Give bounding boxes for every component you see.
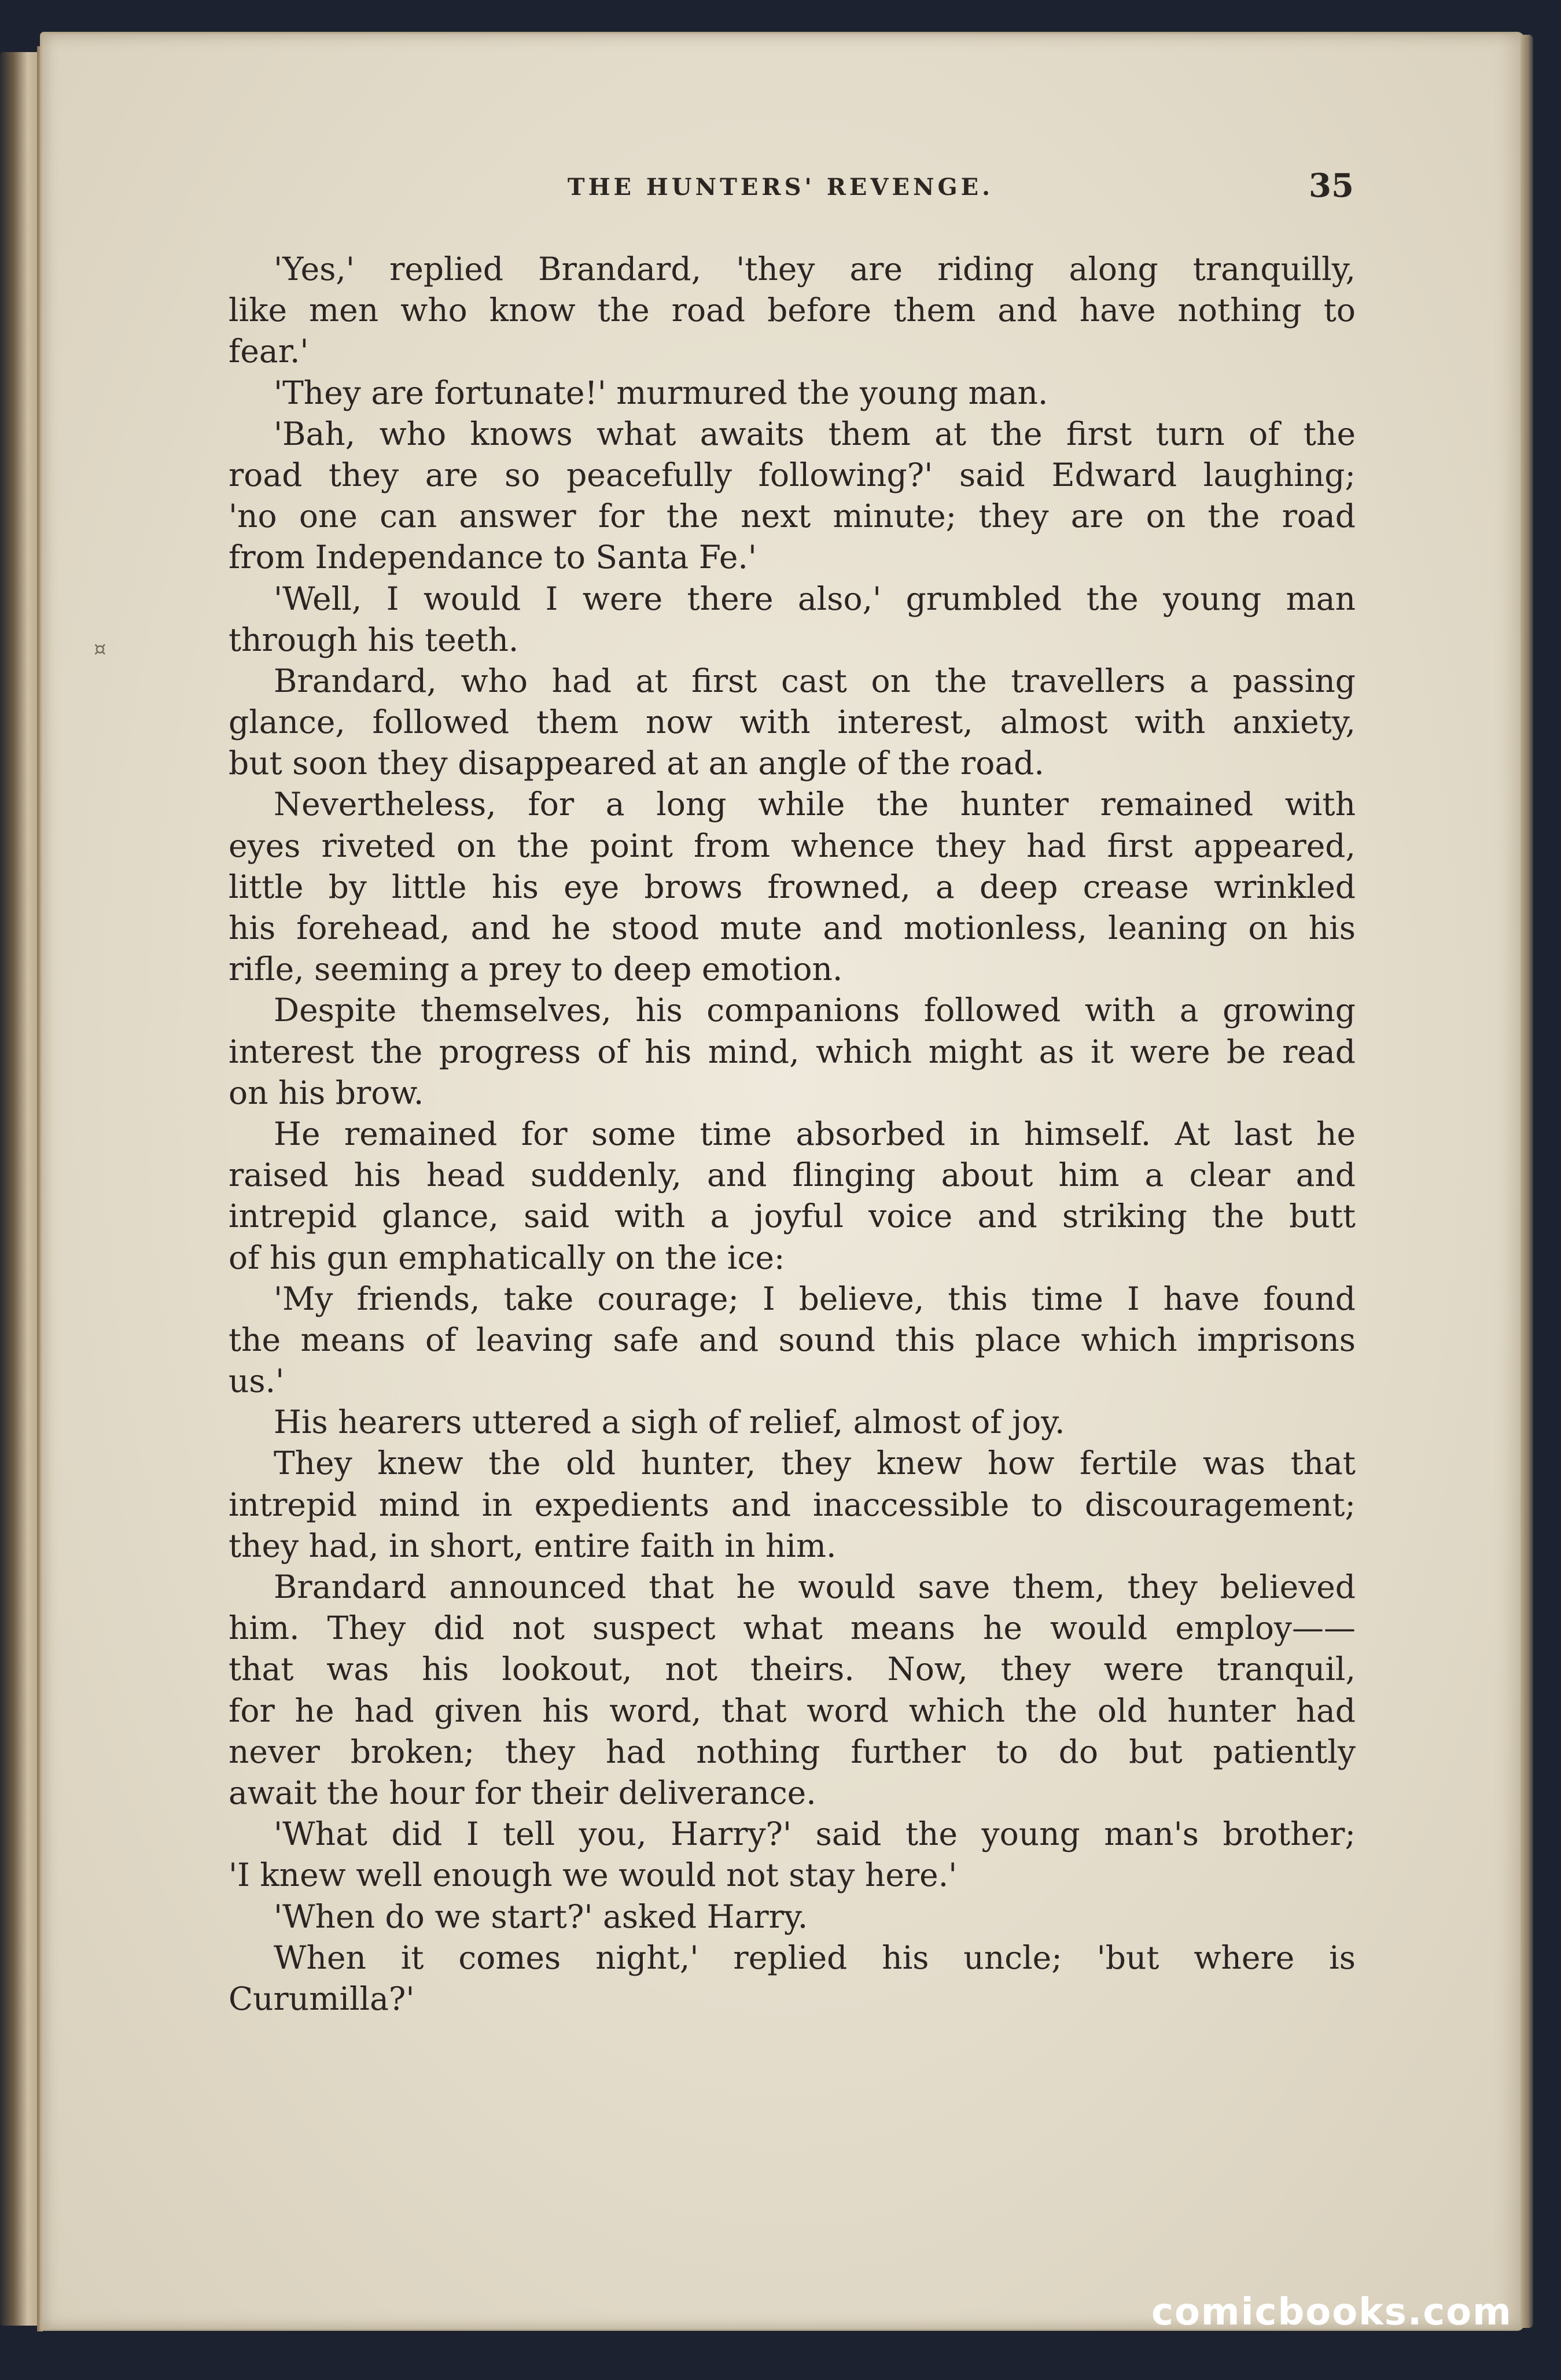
text-line: When it comes night,' replied his uncle; 'but where is	[274, 1939, 1356, 1976]
text-line: 'Bah, who knows what awaits them at the first turn of the	[274, 415, 1356, 452]
text-line: road they are so peacefully following?' said Edward laughing;	[229, 456, 1356, 493]
book-left-edge	[0, 52, 39, 2326]
text-line: 'no one can answer for the next minute; they are on the road	[229, 498, 1356, 535]
text-line: 'I knew well enough we would not stay here.'	[229, 1856, 958, 1894]
text-line: him. They did not suspect what means he would employ——	[229, 1609, 1356, 1647]
text-line: rifle, seeming a prey to deep emotion.	[229, 950, 843, 988]
text-line: interest the progress of his mind, which might as it were be read	[229, 1033, 1356, 1070]
text-line: He remained for some time absorbed in himself. At last he	[274, 1115, 1356, 1152]
text-line: intrepid mind in expedients and inaccessible to discouragement;	[229, 1486, 1356, 1523]
text-line: from Independance to Santa Fe.'	[229, 539, 757, 576]
text-line: Brandard announced that he would save them, they believed	[274, 1568, 1356, 1605]
text-line: us.'	[229, 1362, 285, 1400]
text-line: like men who know the road before them and have nothing to	[229, 292, 1356, 329]
text-line: they had, in short, entire faith in him.	[229, 1527, 837, 1564]
text-line: glance, followed them now with interest, almost with anxiety,	[229, 703, 1356, 741]
text-line: little by little his eye brows frowned, a deep crease wrinkled	[229, 868, 1356, 905]
watermark-text: comicbooks.com	[1151, 2291, 1512, 2334]
margin-mark: ¤	[94, 638, 106, 661]
text-line: the means of leaving safe and sound this place which imprisons	[229, 1321, 1356, 1358]
text-line: fear.'	[229, 333, 309, 370]
text-line: that was his lookout, not theirs. Now, they were tranquil,	[229, 1650, 1356, 1688]
text-line: Curumilla?'	[229, 1980, 415, 2017]
text-line: raised his head suddenly, and flinging about him a clear and	[229, 1156, 1356, 1194]
text-line: 'When do we start?' asked Harry.	[274, 1898, 808, 1935]
text-line: for he had given his word, that word which the old hunter had	[229, 1692, 1356, 1729]
text-line: never broken; they had nothing further to do but patiently	[229, 1733, 1356, 1770]
text-line: 'Well, I would I were there also,' grumbled the young man	[274, 580, 1356, 617]
running-head: THE HUNTERS' REVENGE.	[567, 174, 994, 201]
text-line: 'They are fortunate!' murmured the young man.	[274, 374, 1048, 411]
text-line: but soon they disappeared at an angle of the road.	[229, 745, 1044, 782]
text-line: 'My friends, take courage; I believe, this time I have found	[274, 1280, 1356, 1317]
text-line: They knew the old hunter, they knew how fertile was that	[274, 1445, 1356, 1482]
text-line: 'What did I tell you, Harry?' said the young man's brother;	[274, 1815, 1356, 1853]
text-line: on his brow.	[229, 1074, 424, 1111]
text-line: of his gun emphatically on the ice:	[229, 1239, 785, 1276]
text-line: Despite themselves, his companions followed with a growing	[274, 992, 1356, 1029]
text-line: intrepid glance, said with a joyful voice and striking the butt	[229, 1198, 1356, 1235]
page-right-edge	[1520, 35, 1533, 2328]
page-number: 35	[1309, 167, 1354, 205]
body-text	[229, 249, 1356, 2020]
text-line: Brandard, who had at first cast on the travellers a passing	[274, 662, 1356, 699]
text-line: His hearers uttered a sigh of relief, almost of joy.	[274, 1403, 1065, 1441]
text-line: Nevertheless, for a long while the hunter remained with	[274, 786, 1356, 823]
text-line: through his teeth.	[229, 621, 519, 658]
text-line: eyes riveted on the point from whence they had first appeared,	[229, 827, 1356, 864]
text-line: 'Yes,' replied Brandard, 'they are riding along tranquilly,	[274, 250, 1356, 288]
text-line: await the hour for their deliverance.	[229, 1774, 816, 1811]
text-line: his forehead, and he stood mute and motionless, leaning on his	[229, 909, 1356, 946]
